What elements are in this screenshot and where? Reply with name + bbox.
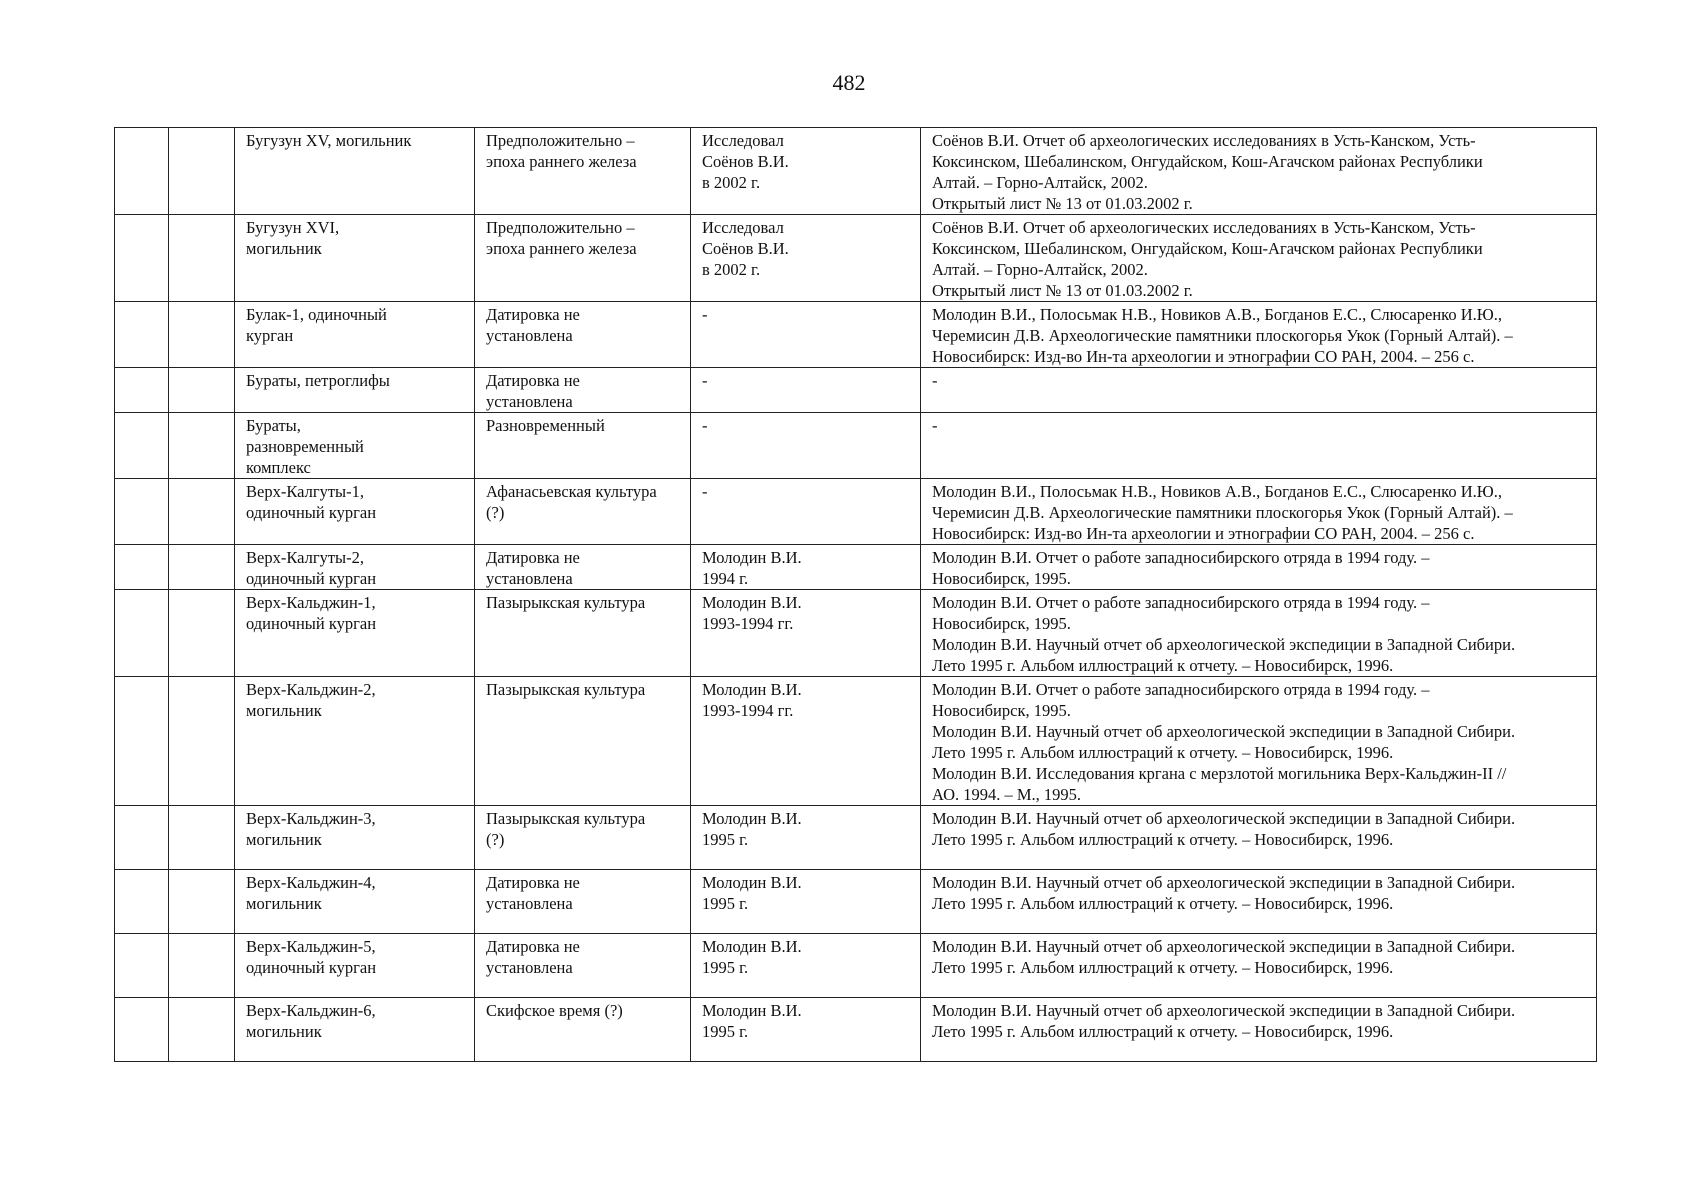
table-row: [115, 998, 1597, 1062]
cell-text-line: Афанасьевская культура: [486, 482, 657, 501]
cell-text-line: Предположительно –: [486, 218, 635, 237]
number-cell-empty: [169, 545, 235, 590]
cell-text-line: Лето 1995 г. Альбом иллюстраций к отчету. – Новосибирск, 1996.: [932, 1022, 1394, 1041]
cell-text-line: могильник: [246, 701, 322, 720]
cell-text-line: Молодин В.И., Полосьмак Н.В., Новиков А.В., Богданов Е.С., Слюсаренко И.Ю.,: [932, 305, 1502, 324]
cell-text-line: (?): [486, 503, 505, 522]
cell-text-line: Верх-Калгуты-1,: [246, 482, 364, 501]
references-cell: [921, 215, 1597, 302]
cell-text-line: Датировка не: [486, 873, 580, 892]
cell-text-line: Новосибирск, 1995.: [932, 569, 1071, 588]
references-cell: [921, 545, 1597, 590]
page-number: 482: [832, 70, 866, 95]
index-cell-empty: [115, 128, 169, 215]
cell-text-line: Датировка не: [486, 371, 580, 390]
dating-cell: [475, 677, 691, 806]
cell-text-line: Молодин В.И. Научный отчет об археологической экспедиции в Западной Сибири.: [932, 873, 1516, 892]
cell-text-line: Верх-Кальджин-5,: [246, 937, 376, 956]
cell-text-line: Молодин В.И.: [702, 1001, 802, 1020]
cell-text-line: 1994 г.: [702, 569, 749, 588]
cell-text-line: Молодин В.И. Исследования кргана с мерзлотой могильника Верх-Кальджин-II //: [932, 764, 1507, 783]
number-cell-empty: [169, 998, 235, 1062]
index-cell-empty: [115, 302, 169, 368]
monument-name-cell: [235, 128, 475, 215]
cell-text-line: Соёнов В.И. Отчет об археологических исследованиях в Усть-Канском, Усть-: [932, 131, 1476, 150]
table-row: [115, 413, 1597, 479]
cell-text-line: 1993-1994 гг.: [702, 614, 794, 633]
cell-text-line: -: [932, 416, 938, 435]
monument-name-cell: [235, 413, 475, 479]
dating-cell: [475, 302, 691, 368]
cell-text-line: Лето 1995 г. Альбом иллюстраций к отчету. – Новосибирск, 1996.: [932, 743, 1394, 762]
cell-text-line: -: [702, 305, 708, 324]
cell-text-line: установлена: [486, 326, 573, 345]
cell-text-line: Бураты,: [246, 416, 301, 435]
index-cell-empty: [115, 413, 169, 479]
references-cell: [921, 998, 1597, 1062]
cell-text-line: Бугузун XV, могильник: [246, 131, 412, 150]
cell-text-line: разновременный: [246, 437, 364, 456]
number-cell-empty: [169, 368, 235, 413]
cell-text-line: Скифское время (?): [486, 1001, 623, 1020]
researcher-cell: [691, 302, 921, 368]
cell-text-line: Исследовал: [702, 131, 784, 150]
dating-cell: [475, 368, 691, 413]
cell-text-line: Соёнов В.И.: [702, 239, 789, 258]
cell-text-line: курган: [246, 326, 294, 345]
cell-text-line: Верх-Калгуты-2,: [246, 548, 364, 567]
cell-text-line: Лето 1995 г. Альбом иллюстраций к отчету. – Новосибирск, 1996.: [932, 656, 1394, 675]
cell-text-line: 1993-1994 гг.: [702, 701, 794, 720]
monument-name-cell: [235, 590, 475, 677]
researcher-cell: [691, 806, 921, 870]
table-row: [115, 590, 1597, 677]
dating-cell: [475, 479, 691, 545]
references-cell: [921, 677, 1597, 806]
dating-cell: [475, 215, 691, 302]
number-cell-empty: [169, 215, 235, 302]
cell-text-line: Верх-Кальджин-3,: [246, 809, 376, 828]
researcher-cell: [691, 479, 921, 545]
cell-text-line: Верх-Кальджин-6,: [246, 1001, 376, 1020]
cell-text-line: 1995 г.: [702, 1022, 749, 1041]
cell-text-line: Молодин В.И.: [702, 937, 802, 956]
cell-text-line: Соёнов В.И. Отчет об археологических исследованиях в Усть-Канском, Усть-: [932, 218, 1476, 237]
cell-text-line: Коксинском, Шебалинском, Онгудайском, Кош-Агачском районах Республики: [932, 239, 1483, 258]
cell-text-line: Пазырыкская культура: [486, 809, 646, 828]
table-row: [115, 368, 1597, 413]
index-cell-empty: [115, 677, 169, 806]
monument-name-cell: [235, 479, 475, 545]
number-cell-empty: [169, 590, 235, 677]
cell-text-line: Верх-Кальджин-1,: [246, 593, 376, 612]
number-cell-empty: [169, 128, 235, 215]
monument-name-cell: [235, 934, 475, 998]
cell-text-line: Датировка не: [486, 305, 580, 324]
cell-text-line: Верх-Кальджин-2,: [246, 680, 376, 699]
dating-cell: [475, 413, 691, 479]
index-cell-empty: [115, 215, 169, 302]
monument-name-cell: [235, 870, 475, 934]
monument-name-cell: [235, 302, 475, 368]
cell-text-line: комплекс: [246, 458, 311, 477]
cell-text-line: Датировка не: [486, 937, 580, 956]
researcher-cell: [691, 998, 921, 1062]
cell-text-line: Коксинском, Шебалинском, Онгудайском, Кош-Агачском районах Республики: [932, 152, 1483, 171]
table-row: [115, 545, 1597, 590]
cell-text-line: Лето 1995 г. Альбом иллюстраций к отчету. – Новосибирск, 1996.: [932, 894, 1394, 913]
monuments-table: [114, 127, 1597, 1062]
cell-text-line: Датировка не: [486, 548, 580, 567]
cell-text-line: могильник: [246, 830, 322, 849]
monument-name-cell: [235, 677, 475, 806]
researcher-cell: [691, 215, 921, 302]
table-row: [115, 934, 1597, 998]
dating-cell: [475, 545, 691, 590]
index-cell-empty: [115, 870, 169, 934]
cell-text-line: 1995 г.: [702, 830, 749, 849]
cell-text-line: Молодин В.И. Научный отчет об археологической экспедиции в Западной Сибири.: [932, 937, 1516, 956]
cell-text-line: Молодин В.И.: [702, 873, 802, 892]
cell-text-line: Бугузун XVI,: [246, 218, 340, 237]
cell-text-line: Новосибирск, 1995.: [932, 701, 1071, 720]
number-cell-empty: [169, 479, 235, 545]
dating-cell: [475, 870, 691, 934]
number-cell-empty: [169, 870, 235, 934]
dating-cell: [475, 128, 691, 215]
index-cell-empty: [115, 368, 169, 413]
table-row: [115, 215, 1597, 302]
dating-cell: [475, 806, 691, 870]
cell-text-line: одиночный курган: [246, 503, 377, 522]
cell-text-line: Соёнов В.И.: [702, 152, 789, 171]
cell-text-line: Исследовал: [702, 218, 784, 237]
cell-text-line: Лето 1995 г. Альбом иллюстраций к отчету. – Новосибирск, 1996.: [932, 830, 1394, 849]
cell-text-line: Новосибирск, 1995.: [932, 614, 1071, 633]
cell-text-line: Алтай. – Горно-Алтайск, 2002.: [932, 173, 1148, 192]
cell-text-line: в 2002 г.: [702, 173, 761, 192]
cell-text-line: Молодин В.И. Отчет о работе западносибирского отряда в 1994 году. –: [932, 680, 1430, 699]
number-cell-empty: [169, 302, 235, 368]
cell-text-line: установлена: [486, 958, 573, 977]
researcher-cell: [691, 870, 921, 934]
cell-text-line: Молодин В.И. Научный отчет об археологической экспедиции в Западной Сибири.: [932, 722, 1516, 741]
cell-text-line: Новосибирск: Изд-во Ин-та археологии и этнографии СО РАН, 2004. – 256 с.: [932, 347, 1475, 366]
number-cell-empty: [169, 413, 235, 479]
references-cell: [921, 870, 1597, 934]
researcher-cell: [691, 677, 921, 806]
monument-name-cell: [235, 998, 475, 1062]
cell-text-line: одиночный курган: [246, 614, 377, 633]
cell-text-line: Черемисин Д.В. Археологические памятники плоскогорья Укок (Горный Алтай). –: [932, 326, 1513, 345]
table-body: [115, 128, 1597, 1062]
cell-text-line: эпоха раннего железа: [486, 152, 637, 171]
cell-text-line: Булак-1, одиночный: [246, 305, 387, 324]
number-cell-empty: [169, 934, 235, 998]
cell-text-line: Бураты, петроглифы: [246, 371, 390, 390]
table-row: [115, 479, 1597, 545]
references-cell: [921, 128, 1597, 215]
cell-text-line: Разновременный: [486, 416, 605, 435]
cell-text-line: (?): [486, 830, 505, 849]
cell-text-line: Алтай. – Горно-Алтайск, 2002.: [932, 260, 1148, 279]
references-cell: [921, 479, 1597, 545]
researcher-cell: [691, 128, 921, 215]
cell-text-line: Новосибирск: Изд-во Ин-та археологии и этнографии СО РАН, 2004. – 256 с.: [932, 524, 1475, 543]
cell-text-line: Молодин В.И. Отчет о работе западносибирского отряда в 1994 году. –: [932, 593, 1430, 612]
cell-text-line: -: [702, 371, 708, 390]
dating-cell: [475, 998, 691, 1062]
cell-text-line: Открытый лист № 13 от 01.03.2002 г.: [932, 194, 1193, 213]
index-cell-empty: [115, 806, 169, 870]
cell-text-line: Молодин В.И., Полосьмак Н.В., Новиков А.В., Богданов Е.С., Слюсаренко И.Ю.,: [932, 482, 1502, 501]
references-cell: [921, 302, 1597, 368]
cell-text-line: установлена: [486, 392, 573, 411]
number-cell-empty: [169, 806, 235, 870]
researcher-cell: [691, 413, 921, 479]
references-cell: [921, 413, 1597, 479]
monument-name-cell: [235, 215, 475, 302]
references-cell: [921, 368, 1597, 413]
table-row: [115, 677, 1597, 806]
cell-text-line: Черемисин Д.В. Археологические памятники плоскогорья Укок (Горный Алтай). –: [932, 503, 1513, 522]
references-cell: [921, 806, 1597, 870]
cell-text-line: в 2002 г.: [702, 260, 761, 279]
table-row: [115, 806, 1597, 870]
cell-text-line: -: [702, 482, 708, 501]
cell-text-line: Предположительно –: [486, 131, 635, 150]
cell-text-line: Молодин В.И.: [702, 548, 802, 567]
cell-text-line: могильник: [246, 239, 322, 258]
monument-name-cell: [235, 806, 475, 870]
cell-text-line: 1995 г.: [702, 894, 749, 913]
table-row: [115, 128, 1597, 215]
references-cell: [921, 590, 1597, 677]
cell-text-line: -: [702, 416, 708, 435]
cell-text-line: одиночный курган: [246, 569, 377, 588]
dating-cell: [475, 934, 691, 998]
monument-name-cell: [235, 368, 475, 413]
cell-text-line: Пазырыкская культура: [486, 593, 646, 612]
researcher-cell: [691, 545, 921, 590]
cell-text-line: Молодин В.И. Научный отчет об археологической экспедиции в Западной Сибири.: [932, 809, 1516, 828]
cell-text-line: Молодин В.И. Научный отчет об археологической экспедиции в Западной Сибири.: [932, 635, 1516, 654]
cell-text-line: установлена: [486, 569, 573, 588]
index-cell-empty: [115, 590, 169, 677]
cell-text-line: могильник: [246, 1022, 322, 1041]
table-row: [115, 870, 1597, 934]
cell-text-line: Верх-Кальджин-4,: [246, 873, 376, 892]
cell-text-line: -: [932, 371, 938, 390]
cell-text-line: Молодин В.И. Научный отчет об археологической экспедиции в Западной Сибири.: [932, 1001, 1516, 1020]
researcher-cell: [691, 590, 921, 677]
cell-text-line: Лето 1995 г. Альбом иллюстраций к отчету. – Новосибирск, 1996.: [932, 958, 1394, 977]
cell-text-line: Молодин В.И.: [702, 593, 802, 612]
cell-text-line: Пазырыкская культура: [486, 680, 646, 699]
cell-text-line: эпоха раннего железа: [486, 239, 637, 258]
cell-text-line: могильник: [246, 894, 322, 913]
researcher-cell: [691, 368, 921, 413]
cell-text-line: Открытый лист № 13 от 01.03.2002 г.: [932, 281, 1193, 300]
cell-text-line: АО. 1994. – М., 1995.: [932, 785, 1082, 804]
index-cell-empty: [115, 479, 169, 545]
cell-text-line: Молодин В.И. Отчет о работе западносибирского отряда в 1994 году. –: [932, 548, 1430, 567]
table-row: [115, 302, 1597, 368]
index-cell-empty: [115, 934, 169, 998]
cell-text-line: Молодин В.И.: [702, 809, 802, 828]
dating-cell: [475, 590, 691, 677]
researcher-cell: [691, 934, 921, 998]
index-cell-empty: [115, 545, 169, 590]
monument-name-cell: [235, 545, 475, 590]
references-cell: [921, 934, 1597, 998]
cell-text-line: установлена: [486, 894, 573, 913]
cell-text-line: 1995 г.: [702, 958, 749, 977]
number-cell-empty: [169, 677, 235, 806]
cell-text-line: одиночный курган: [246, 958, 377, 977]
index-cell-empty: [115, 998, 169, 1062]
cell-text-line: Молодин В.И.: [702, 680, 802, 699]
